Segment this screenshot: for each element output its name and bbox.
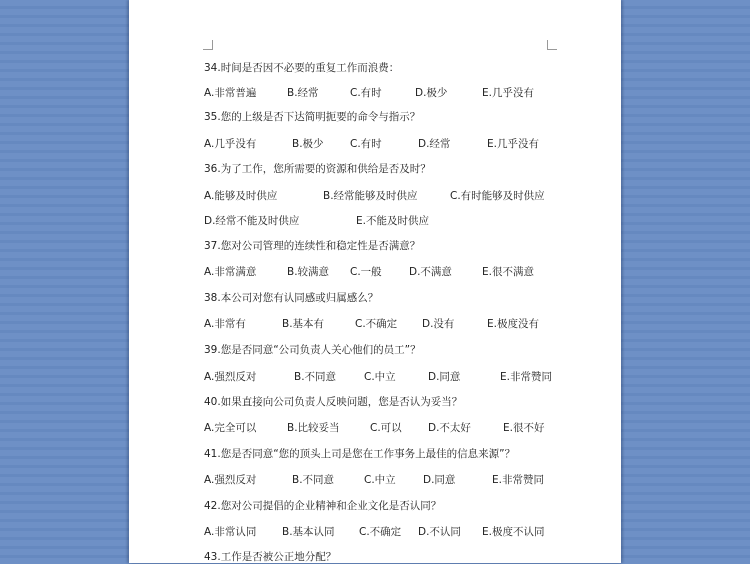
answer-option: B.经常 (287, 87, 319, 99)
answer-option: B.较满意 (287, 266, 330, 278)
answer-option: B.不同意 (292, 474, 335, 486)
answer-option: E.不能及时供应 (356, 215, 429, 227)
answer-option: A.强烈反对 (204, 474, 257, 486)
answer-option: A.完全可以 (204, 422, 257, 434)
answer-option: E.极度没有 (487, 318, 539, 330)
answer-option: E.几乎没有 (487, 138, 539, 150)
answer-option: C.有时 (350, 138, 382, 150)
question-text: 34.时间是否因不必要的重复工作而浪费： (204, 62, 400, 74)
answer-option: A.非常满意 (204, 266, 257, 278)
question-text: 42.您对公司提倡的企业精神和企业文化是否认同？ (204, 500, 442, 512)
answer-option: D.极少 (415, 87, 448, 99)
answer-option: D.同意 (428, 371, 461, 383)
answer-option: D.不满意 (409, 266, 452, 278)
question-text: 40.如果直接向公司负责人反映问题，您是否认为妥当？ (204, 396, 463, 408)
answer-option: C.中立 (364, 474, 396, 486)
answer-option: B.不同意 (294, 371, 337, 383)
answer-option: E.非常赞同 (492, 474, 544, 486)
answer-option: A.几乎没有 (204, 138, 257, 150)
answer-option: D.没有 (422, 318, 455, 330)
answer-option: D.经常不能及时供应 (204, 215, 300, 227)
question-text: 39.您是否同意“公司负责人关心他们的员工”？ (204, 344, 421, 356)
answer-option: E.很不好 (503, 422, 545, 434)
answer-option: B.基本认同 (282, 526, 335, 538)
answer-option: C.有时 (350, 87, 382, 99)
answer-option: A.非常认同 (204, 526, 257, 538)
question-text: 43.工作是否被公正地分配？ (204, 551, 337, 563)
answer-option: C.可以 (370, 422, 402, 434)
answer-option: D.不太好 (428, 422, 471, 434)
answer-option: B.经常能够及时供应 (323, 190, 418, 202)
crop-mark-left (203, 40, 213, 50)
answer-option: E.非常赞同 (500, 371, 552, 383)
answer-option: A.非常普遍 (204, 87, 257, 99)
answer-option: D.经常 (418, 138, 451, 150)
answer-option: C.中立 (364, 371, 396, 383)
question-text: 38.本公司对您有认同感或归属感么？ (204, 292, 379, 304)
answer-option: A.非常有 (204, 318, 246, 330)
question-text: 37.您对公司管理的连续性和稳定性是否满意？ (204, 240, 421, 252)
answer-option: B.极少 (292, 138, 324, 150)
question-text: 36.为了工作，您所需要的资源和供给是否及时？ (204, 163, 431, 175)
answer-option: D.同意 (423, 474, 456, 486)
question-text: 41.您是否同意“您的顶头上司是您在工作事务上最佳的信息来源”？ (204, 448, 516, 460)
answer-option: C.不确定 (355, 318, 398, 330)
answer-option: E.很不满意 (482, 266, 534, 278)
answer-option: B.基本有 (282, 318, 325, 330)
answer-option: E.极度不认同 (482, 526, 545, 538)
question-text: 35.您的上级是否下达简明扼要的命令与指示？ (204, 111, 421, 123)
answer-option: B.比较妥当 (287, 422, 340, 434)
answer-option: A.强烈反对 (204, 371, 257, 383)
answer-option: C.不确定 (359, 526, 402, 538)
answer-option: D.不认同 (418, 526, 461, 538)
document-page (129, 0, 621, 563)
answer-option: E.几乎没有 (482, 87, 534, 99)
answer-option: C.一般 (350, 266, 382, 278)
answer-option: A.能够及时供应 (204, 190, 278, 202)
answer-option: C.有时能够及时供应 (450, 190, 545, 202)
crop-mark-right (547, 40, 557, 50)
